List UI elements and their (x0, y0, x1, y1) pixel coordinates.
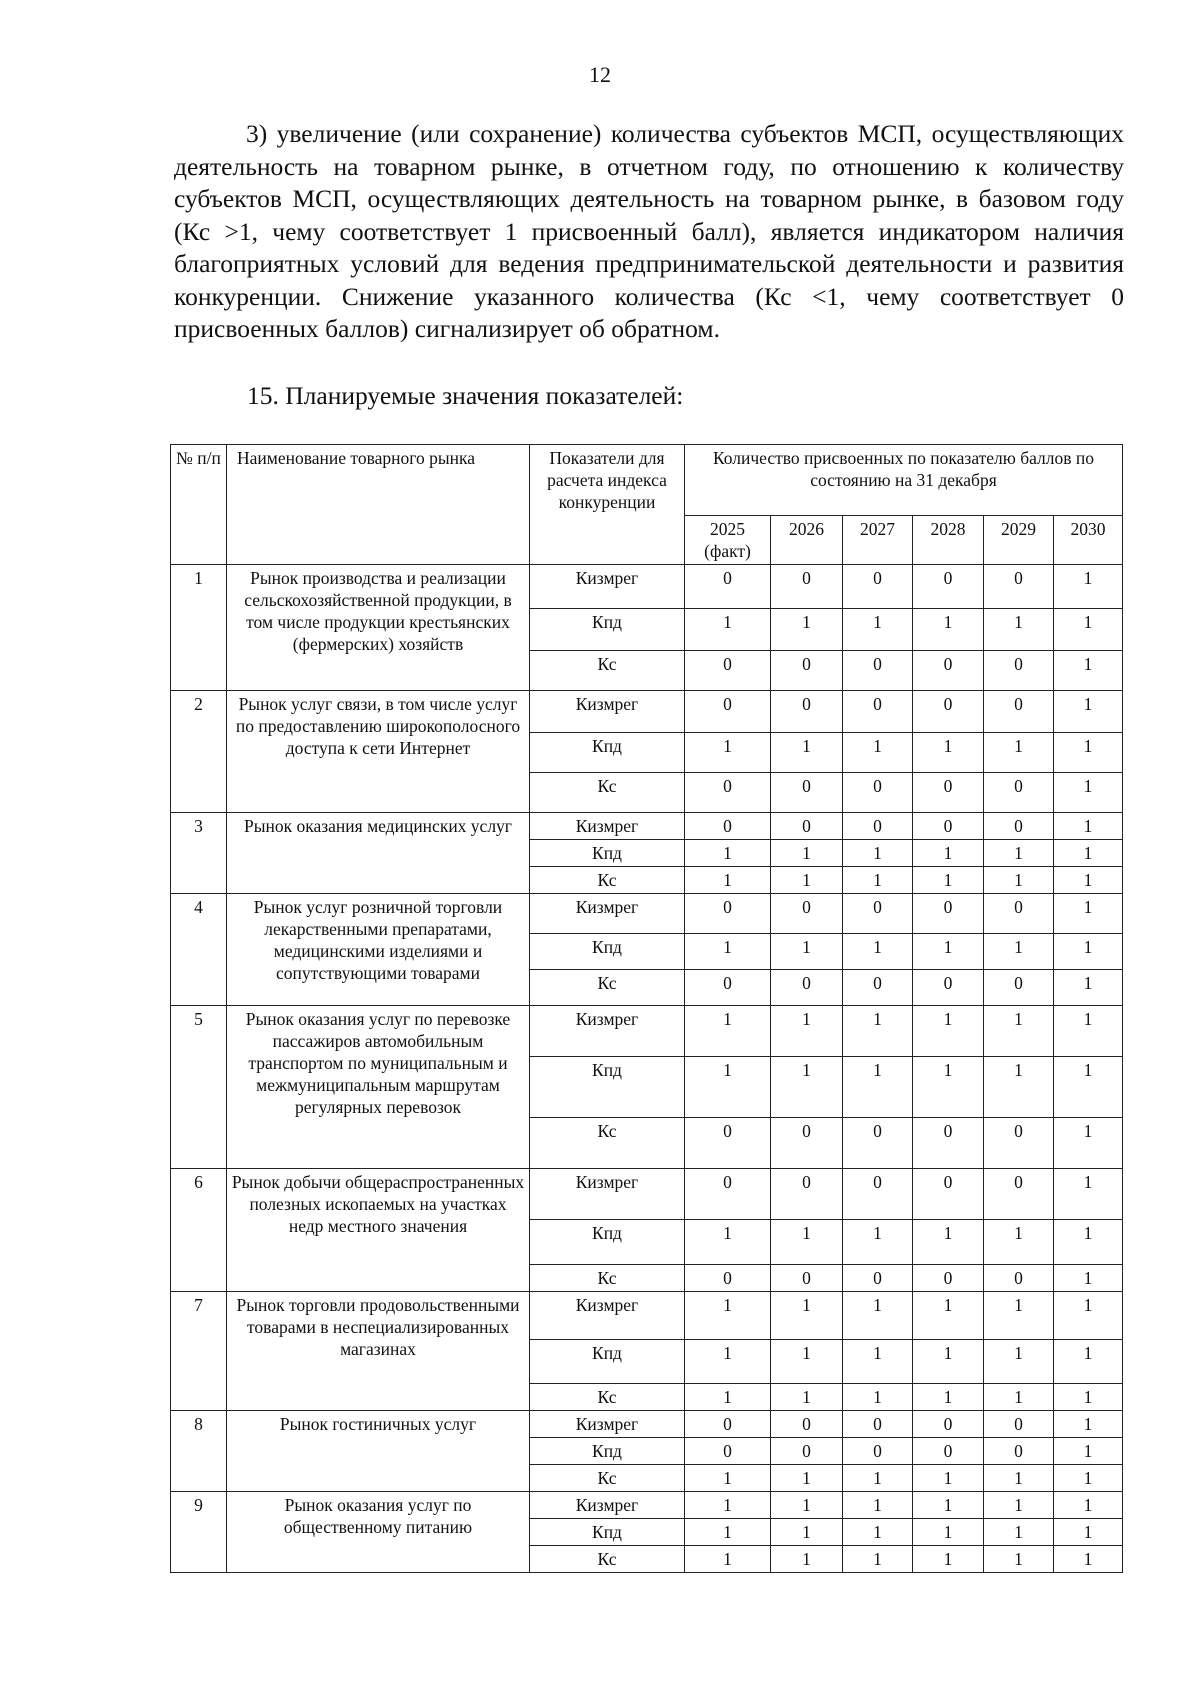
score-cell: 0 (984, 1265, 1054, 1292)
score-cell: 0 (685, 1118, 771, 1169)
indicator-cell: Кс (530, 1118, 685, 1169)
score-cell: 1 (685, 934, 771, 970)
score-cell: 0 (771, 1118, 843, 1169)
market-name: Рынок добычи общераспространенных полезных ископаемых на участках недр местного значения (227, 1169, 530, 1292)
header-year: 2030 (1054, 516, 1123, 565)
score-cell: 0 (913, 1169, 984, 1220)
score-cell: 1 (984, 867, 1054, 894)
score-cell: 0 (913, 773, 984, 813)
score-cell: 0 (913, 1438, 984, 1465)
score-cell: 1 (843, 1492, 913, 1519)
table-row (171, 1492, 1123, 1519)
score-cell: 1 (685, 1546, 771, 1573)
score-cell: 1 (1054, 1220, 1123, 1265)
score-cell: 0 (843, 565, 913, 609)
score-cell: 1 (1054, 1546, 1123, 1573)
indicator-cell: Кпд (530, 840, 685, 867)
score-cell: 1 (685, 840, 771, 867)
score-cell: 1 (913, 1292, 984, 1340)
planned-values-table (170, 444, 1123, 1573)
score-cell: 1 (913, 1220, 984, 1265)
score-cell: 1 (984, 1519, 1054, 1546)
score-cell: 1 (1054, 773, 1123, 813)
score-cell: 1 (685, 1519, 771, 1546)
score-cell: 1 (771, 1006, 843, 1057)
body-text (174, 118, 1124, 346)
header-market-name: Наименование товарного рынка (227, 445, 530, 565)
table-row (171, 1169, 1123, 1220)
header-year: 2028 (913, 516, 984, 565)
score-cell: 0 (843, 1118, 913, 1169)
score-cell: 1 (1054, 1118, 1123, 1169)
score-cell: 1 (984, 609, 1054, 651)
score-cell: 1 (913, 1465, 984, 1492)
score-cell: 1 (1054, 1519, 1123, 1546)
indicator-cell: Кизмрег (530, 1411, 685, 1438)
market-name: Рынок услуг розничной торговли лекарственными препаратами, медицинскими изделиями и сопутствующими товарами (227, 894, 530, 1006)
indicator-cell: Кпд (530, 1519, 685, 1546)
score-cell: 1 (843, 1292, 913, 1340)
score-cell: 1 (1054, 1169, 1123, 1220)
score-cell: 1 (1054, 1006, 1123, 1057)
row-number: 3 (171, 813, 227, 894)
section-heading: 15. Планируемые значения показателей: (247, 381, 684, 410)
table-row (171, 691, 1123, 733)
market-name: Рынок оказания услуг по перевозке пассажиров автомобильным транспортом по муниципальным и межмуниципальным маршрутам регулярных перевозок (227, 1006, 530, 1169)
indicator-cell: Кс (530, 1465, 685, 1492)
indicator-cell: Кпд (530, 609, 685, 651)
score-cell: 1 (843, 1519, 913, 1546)
score-cell: 0 (685, 813, 771, 840)
score-cell: 0 (984, 691, 1054, 733)
indicator-cell: Кс (530, 867, 685, 894)
score-cell: 1 (984, 1220, 1054, 1265)
score-cell: 0 (843, 1265, 913, 1292)
score-cell: 1 (843, 1340, 913, 1384)
table-row (171, 894, 1123, 934)
score-cell: 0 (913, 1118, 984, 1169)
score-cell: 1 (913, 1546, 984, 1573)
score-cell: 0 (913, 813, 984, 840)
score-cell: 0 (913, 894, 984, 934)
score-cell: 1 (771, 609, 843, 651)
score-cell: 1 (1054, 651, 1123, 691)
score-cell: 0 (771, 691, 843, 733)
score-cell: 1 (771, 1546, 843, 1573)
score-cell: 0 (913, 651, 984, 691)
score-cell: 0 (771, 773, 843, 813)
indicator-cell: Кпд (530, 934, 685, 970)
row-number: 6 (171, 1169, 227, 1292)
score-cell: 1 (771, 1292, 843, 1340)
score-cell: 1 (685, 867, 771, 894)
score-cell: 1 (1054, 894, 1123, 934)
score-cell: 0 (984, 894, 1054, 934)
score-cell: 0 (685, 651, 771, 691)
score-cell: 0 (685, 1438, 771, 1465)
score-cell: 1 (843, 1465, 913, 1492)
score-cell: 0 (843, 1411, 913, 1438)
score-cell: 1 (913, 609, 984, 651)
header-year: 2027 (843, 516, 913, 565)
indicator-cell: Кс (530, 1546, 685, 1573)
indicator-cell: Кпд (530, 733, 685, 773)
score-cell: 0 (984, 813, 1054, 840)
score-cell: 0 (685, 565, 771, 609)
score-cell: 1 (843, 733, 913, 773)
score-cell: 1 (685, 1220, 771, 1265)
score-cell: 1 (843, 867, 913, 894)
paragraph-3: 3) увеличение (или сохранение) количества субъектов МСП, осуществляющих деятельность на товарном рынке, в отчетном году, по отношению к количеству субъектов МСП, осуществляющих деятельность на товарном рынке, в базовом году (Кс >1, чему соответствует 1 присвоенный балл), является индикатором наличия благоприятных условий для ведения предпринимательской деятельности и развития конкуренции. Снижение указанного количества (Кс <1, чему соответствует 0 присвоенных баллов) сигнализирует об обратном. (174, 119, 1124, 343)
indicator-cell: Кс (530, 651, 685, 691)
score-cell: 1 (685, 733, 771, 773)
score-cell: 1 (984, 934, 1054, 970)
score-cell: 0 (685, 970, 771, 1006)
score-cell: 0 (843, 1438, 913, 1465)
score-cell: 1 (685, 1292, 771, 1340)
score-cell: 0 (843, 651, 913, 691)
score-cell: 0 (843, 1169, 913, 1220)
score-cell: 1 (771, 934, 843, 970)
score-cell: 1 (771, 1384, 843, 1411)
table-row (171, 565, 1123, 609)
indicator-cell: Кизмрег (530, 1006, 685, 1057)
market-name: Рынок оказания услуг по общественному питанию (227, 1492, 530, 1573)
market-name: Рынок торговли продовольственными товарами в неспециализированных магазинах (227, 1292, 530, 1411)
row-number: 8 (171, 1411, 227, 1492)
indicator-cell: Кс (530, 1265, 685, 1292)
score-cell: 1 (771, 1057, 843, 1118)
header-num: № п/п (171, 445, 227, 565)
score-cell: 1 (913, 1057, 984, 1118)
score-cell: 0 (984, 1438, 1054, 1465)
indicator-cell: Кизмрег (530, 1169, 685, 1220)
score-cell: 1 (1054, 1492, 1123, 1519)
score-cell: 0 (913, 1411, 984, 1438)
score-cell: 1 (843, 934, 913, 970)
score-cell: 1 (984, 733, 1054, 773)
score-cell: 0 (771, 1169, 843, 1220)
score-cell: 0 (771, 894, 843, 934)
score-cell: 1 (843, 1384, 913, 1411)
score-cell: 0 (685, 1169, 771, 1220)
score-cell: 1 (1054, 840, 1123, 867)
score-cell: 1 (913, 1519, 984, 1546)
score-cell: 1 (771, 867, 843, 894)
score-cell: 0 (771, 970, 843, 1006)
row-number: 2 (171, 691, 227, 813)
score-cell: 0 (913, 565, 984, 609)
indicator-cell: Кпд (530, 1340, 685, 1384)
score-cell: 1 (1054, 867, 1123, 894)
score-cell: 1 (984, 1057, 1054, 1118)
row-number: 1 (171, 565, 227, 691)
header-year: 2029 (984, 516, 1054, 565)
score-cell: 1 (1054, 691, 1123, 733)
score-cell: 1 (1054, 1465, 1123, 1492)
score-cell: 1 (843, 1220, 913, 1265)
score-cell: 1 (913, 840, 984, 867)
indicator-cell: Кизмрег (530, 894, 685, 934)
score-cell: 0 (913, 1265, 984, 1292)
header-indicator: Показатели для расчета индекса конкуренции (530, 445, 685, 565)
score-cell: 1 (685, 1384, 771, 1411)
score-cell: 0 (771, 1438, 843, 1465)
score-cell: 1 (1054, 1265, 1123, 1292)
score-cell: 0 (685, 894, 771, 934)
indicator-cell: Кпд (530, 1438, 685, 1465)
score-cell: 1 (685, 1465, 771, 1492)
score-cell: 0 (771, 651, 843, 691)
table-row (171, 1292, 1123, 1340)
score-cell: 1 (771, 733, 843, 773)
score-cell: 1 (913, 1006, 984, 1057)
market-name: Рынок гостиничных услуг (227, 1411, 530, 1492)
score-cell: 1 (1054, 609, 1123, 651)
score-cell: 1 (1054, 1438, 1123, 1465)
score-cell: 1 (984, 1546, 1054, 1573)
score-cell: 0 (984, 1169, 1054, 1220)
score-cell: 1 (771, 1465, 843, 1492)
row-number: 4 (171, 894, 227, 1006)
score-cell: 1 (984, 1006, 1054, 1057)
score-cell: 1 (1054, 1384, 1123, 1411)
score-cell: 1 (1054, 934, 1123, 970)
indicator-cell: Кс (530, 1384, 685, 1411)
table-header-row (171, 445, 1123, 516)
score-cell: 1 (1054, 1057, 1123, 1118)
score-cell: 0 (913, 970, 984, 1006)
score-cell: 0 (843, 773, 913, 813)
score-cell: 1 (843, 1057, 913, 1118)
score-cell: 0 (984, 773, 1054, 813)
score-cell: 0 (984, 565, 1054, 609)
indicator-cell: Кизмрег (530, 691, 685, 733)
score-cell: 0 (771, 813, 843, 840)
score-cell: 1 (984, 1465, 1054, 1492)
score-cell: 0 (771, 1411, 843, 1438)
score-cell: 1 (984, 840, 1054, 867)
market-name: Рынок оказания медицинских услуг (227, 813, 530, 894)
indicator-cell: Кизмрег (530, 1492, 685, 1519)
score-cell: 0 (843, 691, 913, 733)
score-cell: 0 (685, 1411, 771, 1438)
row-number: 7 (171, 1292, 227, 1411)
score-cell: 0 (685, 691, 771, 733)
score-cell: 0 (913, 691, 984, 733)
market-name: Рынок услуг связи, в том числе услуг по предоставлению широкополосного доступа к сети Интернет (227, 691, 530, 813)
header-year: 2025 (факт) (685, 516, 771, 565)
page-number: 12 (589, 62, 611, 87)
score-cell: 1 (771, 1492, 843, 1519)
score-cell: 1 (1054, 1292, 1123, 1340)
score-cell: 1 (685, 1006, 771, 1057)
indicator-cell: Кизмрег (530, 813, 685, 840)
score-cell: 0 (984, 1411, 1054, 1438)
score-cell: 1 (1054, 813, 1123, 840)
score-cell: 1 (984, 1292, 1054, 1340)
score-cell: 0 (984, 1118, 1054, 1169)
indicator-cell: Кпд (530, 1057, 685, 1118)
score-cell: 1 (685, 1340, 771, 1384)
score-cell: 1 (843, 609, 913, 651)
score-cell: 1 (913, 867, 984, 894)
score-cell: 1 (1054, 733, 1123, 773)
score-cell: 1 (685, 1057, 771, 1118)
score-cell: 0 (685, 773, 771, 813)
score-cell: 1 (1054, 970, 1123, 1006)
score-cell: 1 (913, 1492, 984, 1519)
table-row (171, 1411, 1123, 1438)
score-cell: 0 (685, 1265, 771, 1292)
score-cell: 1 (1054, 1411, 1123, 1438)
score-cell: 0 (771, 1265, 843, 1292)
header-year: 2026 (771, 516, 843, 565)
score-cell: 0 (984, 651, 1054, 691)
header-points: Количество присвоенных по показателю баллов по состоянию на 31 декабря (685, 445, 1123, 516)
table-body (171, 565, 1123, 1573)
score-cell: 1 (913, 934, 984, 970)
score-cell: 0 (843, 970, 913, 1006)
score-cell: 1 (1054, 565, 1123, 609)
score-cell: 0 (771, 565, 843, 609)
score-cell: 1 (771, 840, 843, 867)
score-cell: 1 (1054, 1340, 1123, 1384)
score-cell: 1 (984, 1492, 1054, 1519)
market-name: Рынок производства и реализации сельскохозяйственной продукции, в том числе продукции крестьянских (фермерских) хозяйств (227, 565, 530, 691)
row-number: 5 (171, 1006, 227, 1169)
table-row (171, 813, 1123, 840)
table-row (171, 1006, 1123, 1057)
indicator-cell: Кизмрег (530, 565, 685, 609)
score-cell: 0 (843, 894, 913, 934)
indicator-cell: Кпд (530, 1220, 685, 1265)
score-cell: 1 (685, 609, 771, 651)
score-cell: 1 (913, 1384, 984, 1411)
score-cell: 1 (984, 1384, 1054, 1411)
indicator-cell: Кс (530, 970, 685, 1006)
score-cell: 1 (771, 1220, 843, 1265)
score-cell: 1 (984, 1340, 1054, 1384)
score-cell: 1 (771, 1340, 843, 1384)
score-cell: 1 (843, 1006, 913, 1057)
indicator-cell: Кс (530, 773, 685, 813)
score-cell: 1 (685, 1492, 771, 1519)
row-number: 9 (171, 1492, 227, 1573)
score-cell: 1 (771, 1519, 843, 1546)
score-cell: 1 (843, 840, 913, 867)
score-cell: 0 (843, 813, 913, 840)
score-cell: 1 (913, 1340, 984, 1384)
indicator-cell: Кизмрег (530, 1292, 685, 1340)
score-cell: 1 (843, 1546, 913, 1573)
score-cell: 1 (913, 733, 984, 773)
score-cell: 0 (984, 970, 1054, 1006)
